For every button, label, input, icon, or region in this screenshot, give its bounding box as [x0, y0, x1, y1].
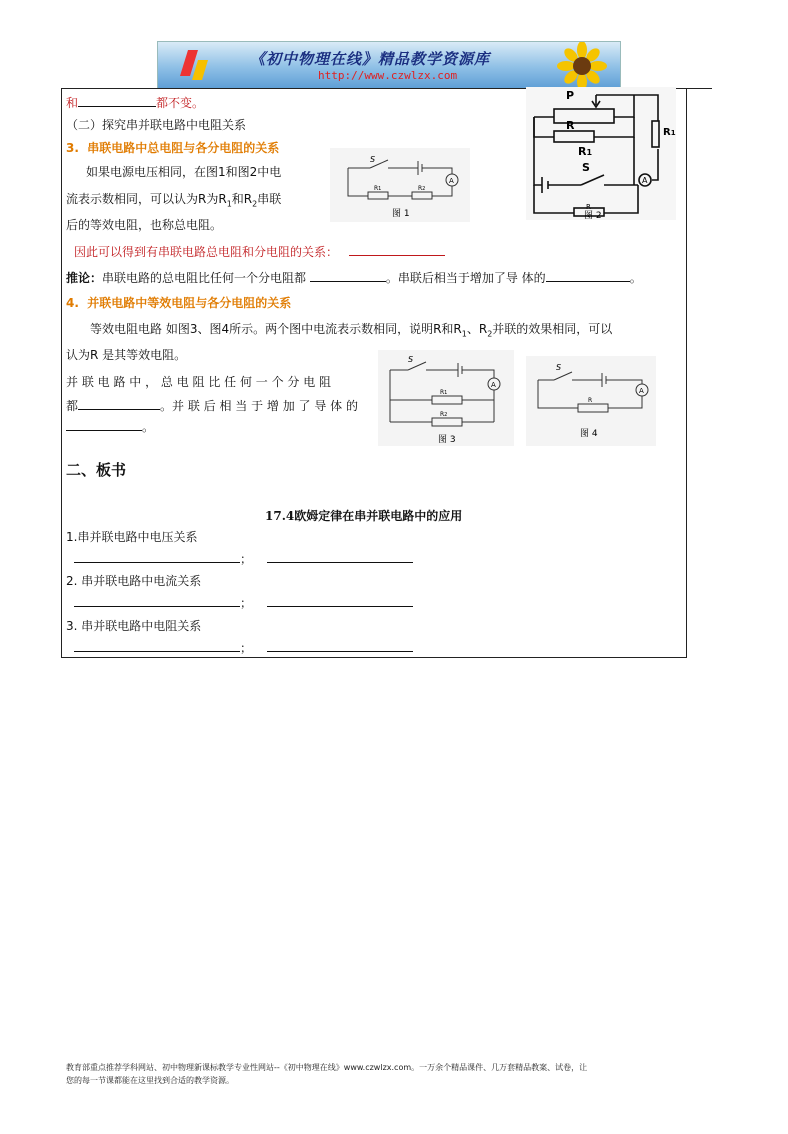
- inference-line: 推论：串联电路的总电阻比任何一个分电阻都 。串联后相当于增加了导 体的 。: [66, 271, 642, 285]
- board-heading: 二、板书: [66, 461, 127, 479]
- figure-caption: 图 3: [438, 435, 456, 445]
- switch-label: S: [370, 155, 376, 164]
- section-heading-2: （二）探究串并联电路中电阻关系: [66, 118, 247, 132]
- ammeter-label: A: [491, 381, 496, 389]
- footer-line-2: 您的每一节课都能在这里找到合适的教学资源。: [66, 1076, 234, 1085]
- ammeter-label: A: [449, 177, 454, 185]
- switch-label: S: [556, 363, 562, 372]
- sunflower-icon: [542, 42, 618, 88]
- answer-blank[interactable]: [74, 639, 240, 652]
- rheostat-label: R: [566, 119, 575, 132]
- heading-3: 3. 串联电路中总电阻与各分电阻的关系: [66, 141, 280, 155]
- para-3a: 如果电源电压相同，在图1和图2中电: [86, 165, 282, 179]
- para-4a: 等效电阻电路 如图3、图4所示。两个图中电流表示数相同，说明R和$R_1$、$R_2$并联的效果相同，可以: [90, 322, 613, 339]
- circuit-figure-4: [526, 356, 656, 446]
- answer-blank[interactable]: [78, 397, 160, 410]
- page-footer: [66, 1061, 726, 1087]
- r2-label: R2: [418, 185, 426, 192]
- answer-blank[interactable]: [546, 269, 630, 282]
- answer-blank[interactable]: [74, 594, 240, 607]
- para-4b: 认为R 是其等效电阻。: [66, 348, 187, 362]
- figure-caption: 图 4: [580, 429, 598, 439]
- circuit-figure-3: [378, 350, 514, 446]
- circuit-figure-1: [330, 148, 470, 222]
- slider-label: P: [566, 89, 575, 102]
- heading-4: 4. 并联电路中等效电阻与各分电阻的关系: [66, 296, 292, 310]
- para-3d: 因此可以得到有串联电路总电阻和分电阻的关系：: [74, 243, 445, 260]
- figure-caption: 图 1: [392, 209, 410, 219]
- para-4e: 。: [66, 418, 154, 435]
- ammeter-label: A: [639, 387, 644, 395]
- header-banner: [157, 41, 621, 89]
- answer-blank[interactable]: [349, 243, 445, 256]
- answer-blank[interactable]: [78, 94, 156, 107]
- answer-blank[interactable]: [267, 594, 413, 607]
- r-label: R: [586, 203, 591, 211]
- switch-label: S: [582, 161, 590, 174]
- r1-label: R1: [374, 185, 382, 192]
- board-blank-row-2: ；: [74, 594, 413, 611]
- para-4c: 并 联 电 路 中 ， 总 电 阻 比 任 何 一 个 分 电 阻: [66, 375, 332, 389]
- footer-line-1: 教育部重点推荐学科网站、初中物理新课标教学专业性网站--《初中物理在线》www.czwlzx.com。一万余个精品课件、几万套精品教案、试卷，让: [66, 1063, 588, 1072]
- banner-title: 《初中物理在线》精品教学资源库: [250, 50, 491, 68]
- answer-blank[interactable]: [267, 550, 413, 563]
- r2-label: R2: [440, 411, 448, 418]
- circuit-figure-2: [526, 87, 676, 220]
- answer-blank[interactable]: [267, 639, 413, 652]
- answer-blank[interactable]: [66, 418, 142, 431]
- para-3b: 流表示数相同，可以认为R为$R_1$和$R_2$串联: [66, 192, 282, 209]
- board-blank-row-3: ；: [74, 639, 413, 656]
- divider: [686, 88, 712, 89]
- side-r1-label: R1: [663, 127, 676, 138]
- r1-label: R1: [578, 145, 593, 158]
- board-blank-row-1: ；: [74, 550, 413, 567]
- board-item-2: 2. 串并联电路中电流关系: [66, 574, 202, 588]
- board-title: 17.4欧姆定律在串并联电路中的应用: [265, 509, 463, 523]
- para-3c: 后的等效电阻，也称总电阻。: [66, 218, 223, 232]
- r-label: R: [588, 397, 593, 404]
- r1-label: R1: [440, 389, 448, 396]
- answer-blank[interactable]: [310, 269, 386, 282]
- fill-line-1: 和 都不变。: [66, 96, 205, 110]
- answer-blank[interactable]: [74, 550, 240, 563]
- board-item-3: 3. 串并联电路中电阻关系: [66, 619, 202, 633]
- para-4d: 都 。并 联 后 相 当 于 增 加 了 导 体 的: [66, 399, 358, 413]
- figure-caption: 图 2: [584, 211, 602, 220]
- logo-icon: [176, 46, 216, 84]
- board-item-1: 1.串并联电路中电压关系: [66, 530, 198, 544]
- switch-label: S: [408, 355, 414, 364]
- ammeter-label: A: [642, 176, 648, 185]
- banner-url[interactable]: http://www.czwlzx.com: [318, 69, 458, 82]
